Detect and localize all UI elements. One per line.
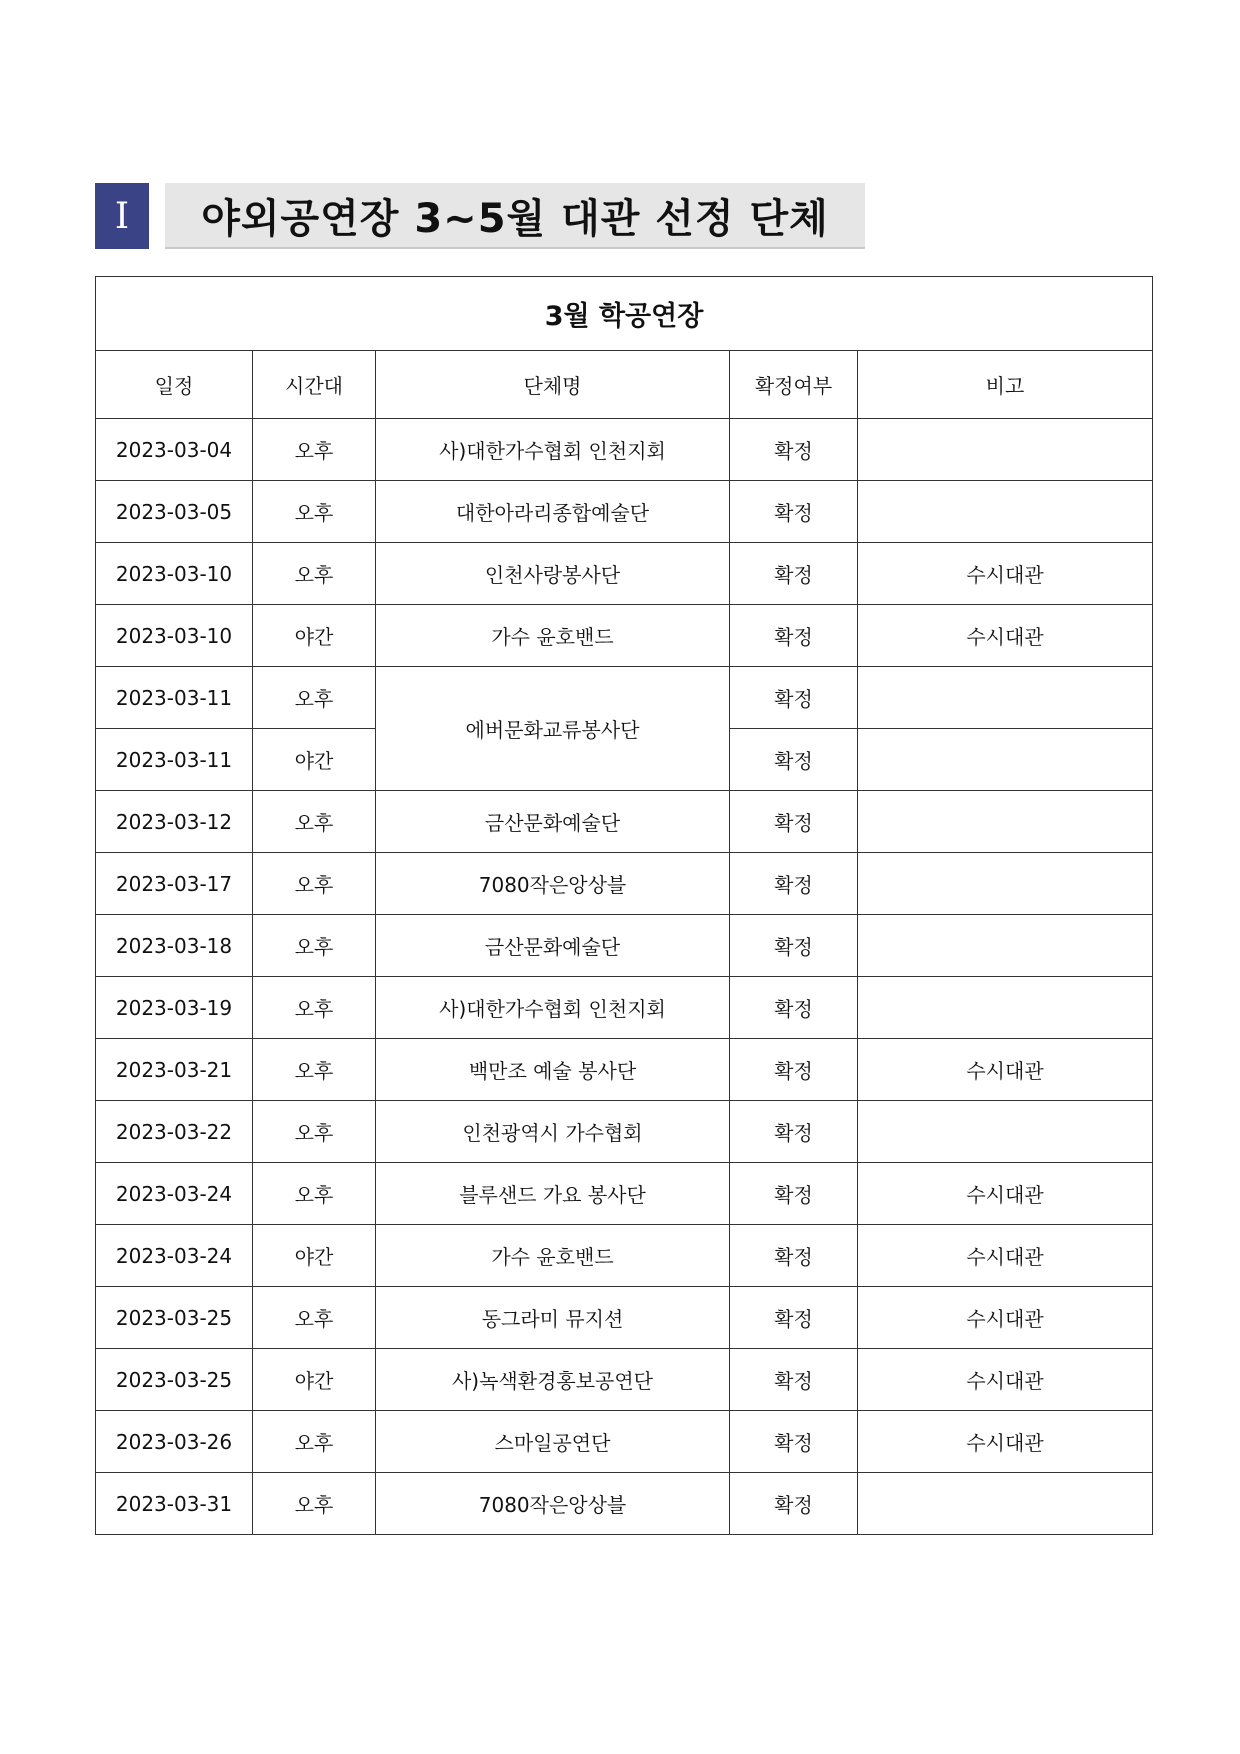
cell-status: 확정 <box>730 419 858 481</box>
cell-time: 오후 <box>253 667 376 729</box>
cell-note <box>858 729 1153 791</box>
schedule-table <box>95 276 1153 1535</box>
cell-status: 확정 <box>730 1163 858 1225</box>
cell-status: 확정 <box>730 1039 858 1101</box>
cell-organization: 금산문화예술단 <box>376 915 730 977</box>
cell-status: 확정 <box>730 1349 858 1411</box>
cell-note: 수시대관 <box>858 1349 1153 1411</box>
cell-status: 확정 <box>730 915 858 977</box>
cell-note: 수시대관 <box>858 1163 1153 1225</box>
cell-time: 오후 <box>253 1287 376 1349</box>
cell-time: 오후 <box>253 977 376 1039</box>
cell-organization: 가수 윤호밴드 <box>376 1225 730 1287</box>
cell-time: 오후 <box>253 915 376 977</box>
cell-date: 2023-03-05 <box>96 481 253 543</box>
table-row <box>96 1411 1153 1473</box>
column-header-date: 일정 <box>96 351 253 419</box>
cell-date: 2023-03-04 <box>96 419 253 481</box>
table-caption-row <box>96 277 1153 351</box>
cell-note <box>858 1101 1153 1163</box>
cell-organization: 백만조 예술 봉사단 <box>376 1039 730 1101</box>
column-header-note: 비고 <box>858 351 1153 419</box>
table-row <box>96 1225 1153 1287</box>
cell-note <box>858 481 1153 543</box>
cell-time: 오후 <box>253 1473 376 1535</box>
cell-time: 야간 <box>253 1349 376 1411</box>
cell-note: 수시대관 <box>858 543 1153 605</box>
cell-organization: 사)대한가수협회 인천지회 <box>376 977 730 1039</box>
cell-status: 확정 <box>730 605 858 667</box>
cell-time: 오후 <box>253 791 376 853</box>
section-numeral: I <box>95 183 149 249</box>
table-row <box>96 977 1153 1039</box>
cell-status: 확정 <box>730 853 858 915</box>
table-row <box>96 481 1153 543</box>
cell-organization: 사)대한가수협회 인천지회 <box>376 419 730 481</box>
table-row <box>96 543 1153 605</box>
cell-organization: 금산문화예술단 <box>376 791 730 853</box>
cell-note: 수시대관 <box>858 1039 1153 1101</box>
table-row <box>96 1101 1153 1163</box>
cell-date: 2023-03-12 <box>96 791 253 853</box>
cell-time: 오후 <box>253 1101 376 1163</box>
cell-status: 확정 <box>730 667 858 729</box>
cell-date: 2023-03-11 <box>96 729 253 791</box>
cell-note <box>858 1473 1153 1535</box>
cell-date: 2023-03-10 <box>96 605 253 667</box>
table-row <box>96 1473 1153 1535</box>
table-row <box>96 853 1153 915</box>
cell-time: 야간 <box>253 605 376 667</box>
cell-date: 2023-03-21 <box>96 1039 253 1101</box>
cell-time: 오후 <box>253 1411 376 1473</box>
table-caption: 3월 학공연장 <box>96 277 1153 351</box>
cell-status: 확정 <box>730 1411 858 1473</box>
cell-note <box>858 915 1153 977</box>
cell-date: 2023-03-17 <box>96 853 253 915</box>
cell-date: 2023-03-19 <box>96 977 253 1039</box>
cell-date: 2023-03-25 <box>96 1287 253 1349</box>
cell-note <box>858 419 1153 481</box>
cell-status: 확정 <box>730 481 858 543</box>
table-row <box>96 1349 1153 1411</box>
column-header-organization: 단체명 <box>376 351 730 419</box>
cell-time: 오후 <box>253 853 376 915</box>
cell-time: 오후 <box>253 419 376 481</box>
cell-status: 확정 <box>730 729 858 791</box>
cell-status: 확정 <box>730 1225 858 1287</box>
cell-status: 확정 <box>730 791 858 853</box>
cell-organization: 블루샌드 가요 봉사단 <box>376 1163 730 1225</box>
cell-status: 확정 <box>730 977 858 1039</box>
cell-organization: 7080작은앙상블 <box>376 853 730 915</box>
cell-date: 2023-03-24 <box>96 1225 253 1287</box>
cell-note <box>858 791 1153 853</box>
cell-date: 2023-03-22 <box>96 1101 253 1163</box>
section-heading <box>95 183 865 249</box>
cell-organization: 가수 윤호밴드 <box>376 605 730 667</box>
cell-date: 2023-03-18 <box>96 915 253 977</box>
cell-time: 오후 <box>253 543 376 605</box>
cell-date: 2023-03-24 <box>96 1163 253 1225</box>
table-header-row <box>96 351 1153 419</box>
cell-organization: 사)녹색환경홍보공연단 <box>376 1349 730 1411</box>
cell-date: 2023-03-26 <box>96 1411 253 1473</box>
table-row <box>96 419 1153 481</box>
cell-status: 확정 <box>730 1287 858 1349</box>
cell-note: 수시대관 <box>858 1225 1153 1287</box>
cell-time: 오후 <box>253 1039 376 1101</box>
cell-date: 2023-03-25 <box>96 1349 253 1411</box>
page-title: 야외공연장 3~5월 대관 선정 단체 <box>165 183 865 249</box>
cell-time: 오후 <box>253 1163 376 1225</box>
cell-note <box>858 667 1153 729</box>
table-row <box>96 667 1153 729</box>
cell-organization: 스마일공연단 <box>376 1411 730 1473</box>
cell-note: 수시대관 <box>858 1411 1153 1473</box>
cell-organization: 인천사랑봉사단 <box>376 543 730 605</box>
column-header-status: 확정여부 <box>730 351 858 419</box>
cell-organization: 인천광역시 가수협회 <box>376 1101 730 1163</box>
cell-note: 수시대관 <box>858 1287 1153 1349</box>
cell-organization: 대한아라리종합예술단 <box>376 481 730 543</box>
table-row <box>96 1287 1153 1349</box>
cell-time: 야간 <box>253 1225 376 1287</box>
table-row <box>96 1163 1153 1225</box>
cell-organization: 동그라미 뮤지션 <box>376 1287 730 1349</box>
table-row <box>96 605 1153 667</box>
cell-note: 수시대관 <box>858 605 1153 667</box>
table-row <box>96 1039 1153 1101</box>
cell-time: 야간 <box>253 729 376 791</box>
cell-date: 2023-03-31 <box>96 1473 253 1535</box>
cell-organization: 에버문화교류봉사단 <box>376 667 730 791</box>
cell-date: 2023-03-11 <box>96 667 253 729</box>
cell-date: 2023-03-10 <box>96 543 253 605</box>
cell-organization: 7080작은앙상블 <box>376 1473 730 1535</box>
cell-status: 확정 <box>730 1473 858 1535</box>
cell-note <box>858 853 1153 915</box>
column-header-time: 시간대 <box>253 351 376 419</box>
cell-status: 확정 <box>730 1101 858 1163</box>
table-row <box>96 915 1153 977</box>
cell-status: 확정 <box>730 543 858 605</box>
table-row <box>96 791 1153 853</box>
cell-time: 오후 <box>253 481 376 543</box>
cell-note <box>858 977 1153 1039</box>
